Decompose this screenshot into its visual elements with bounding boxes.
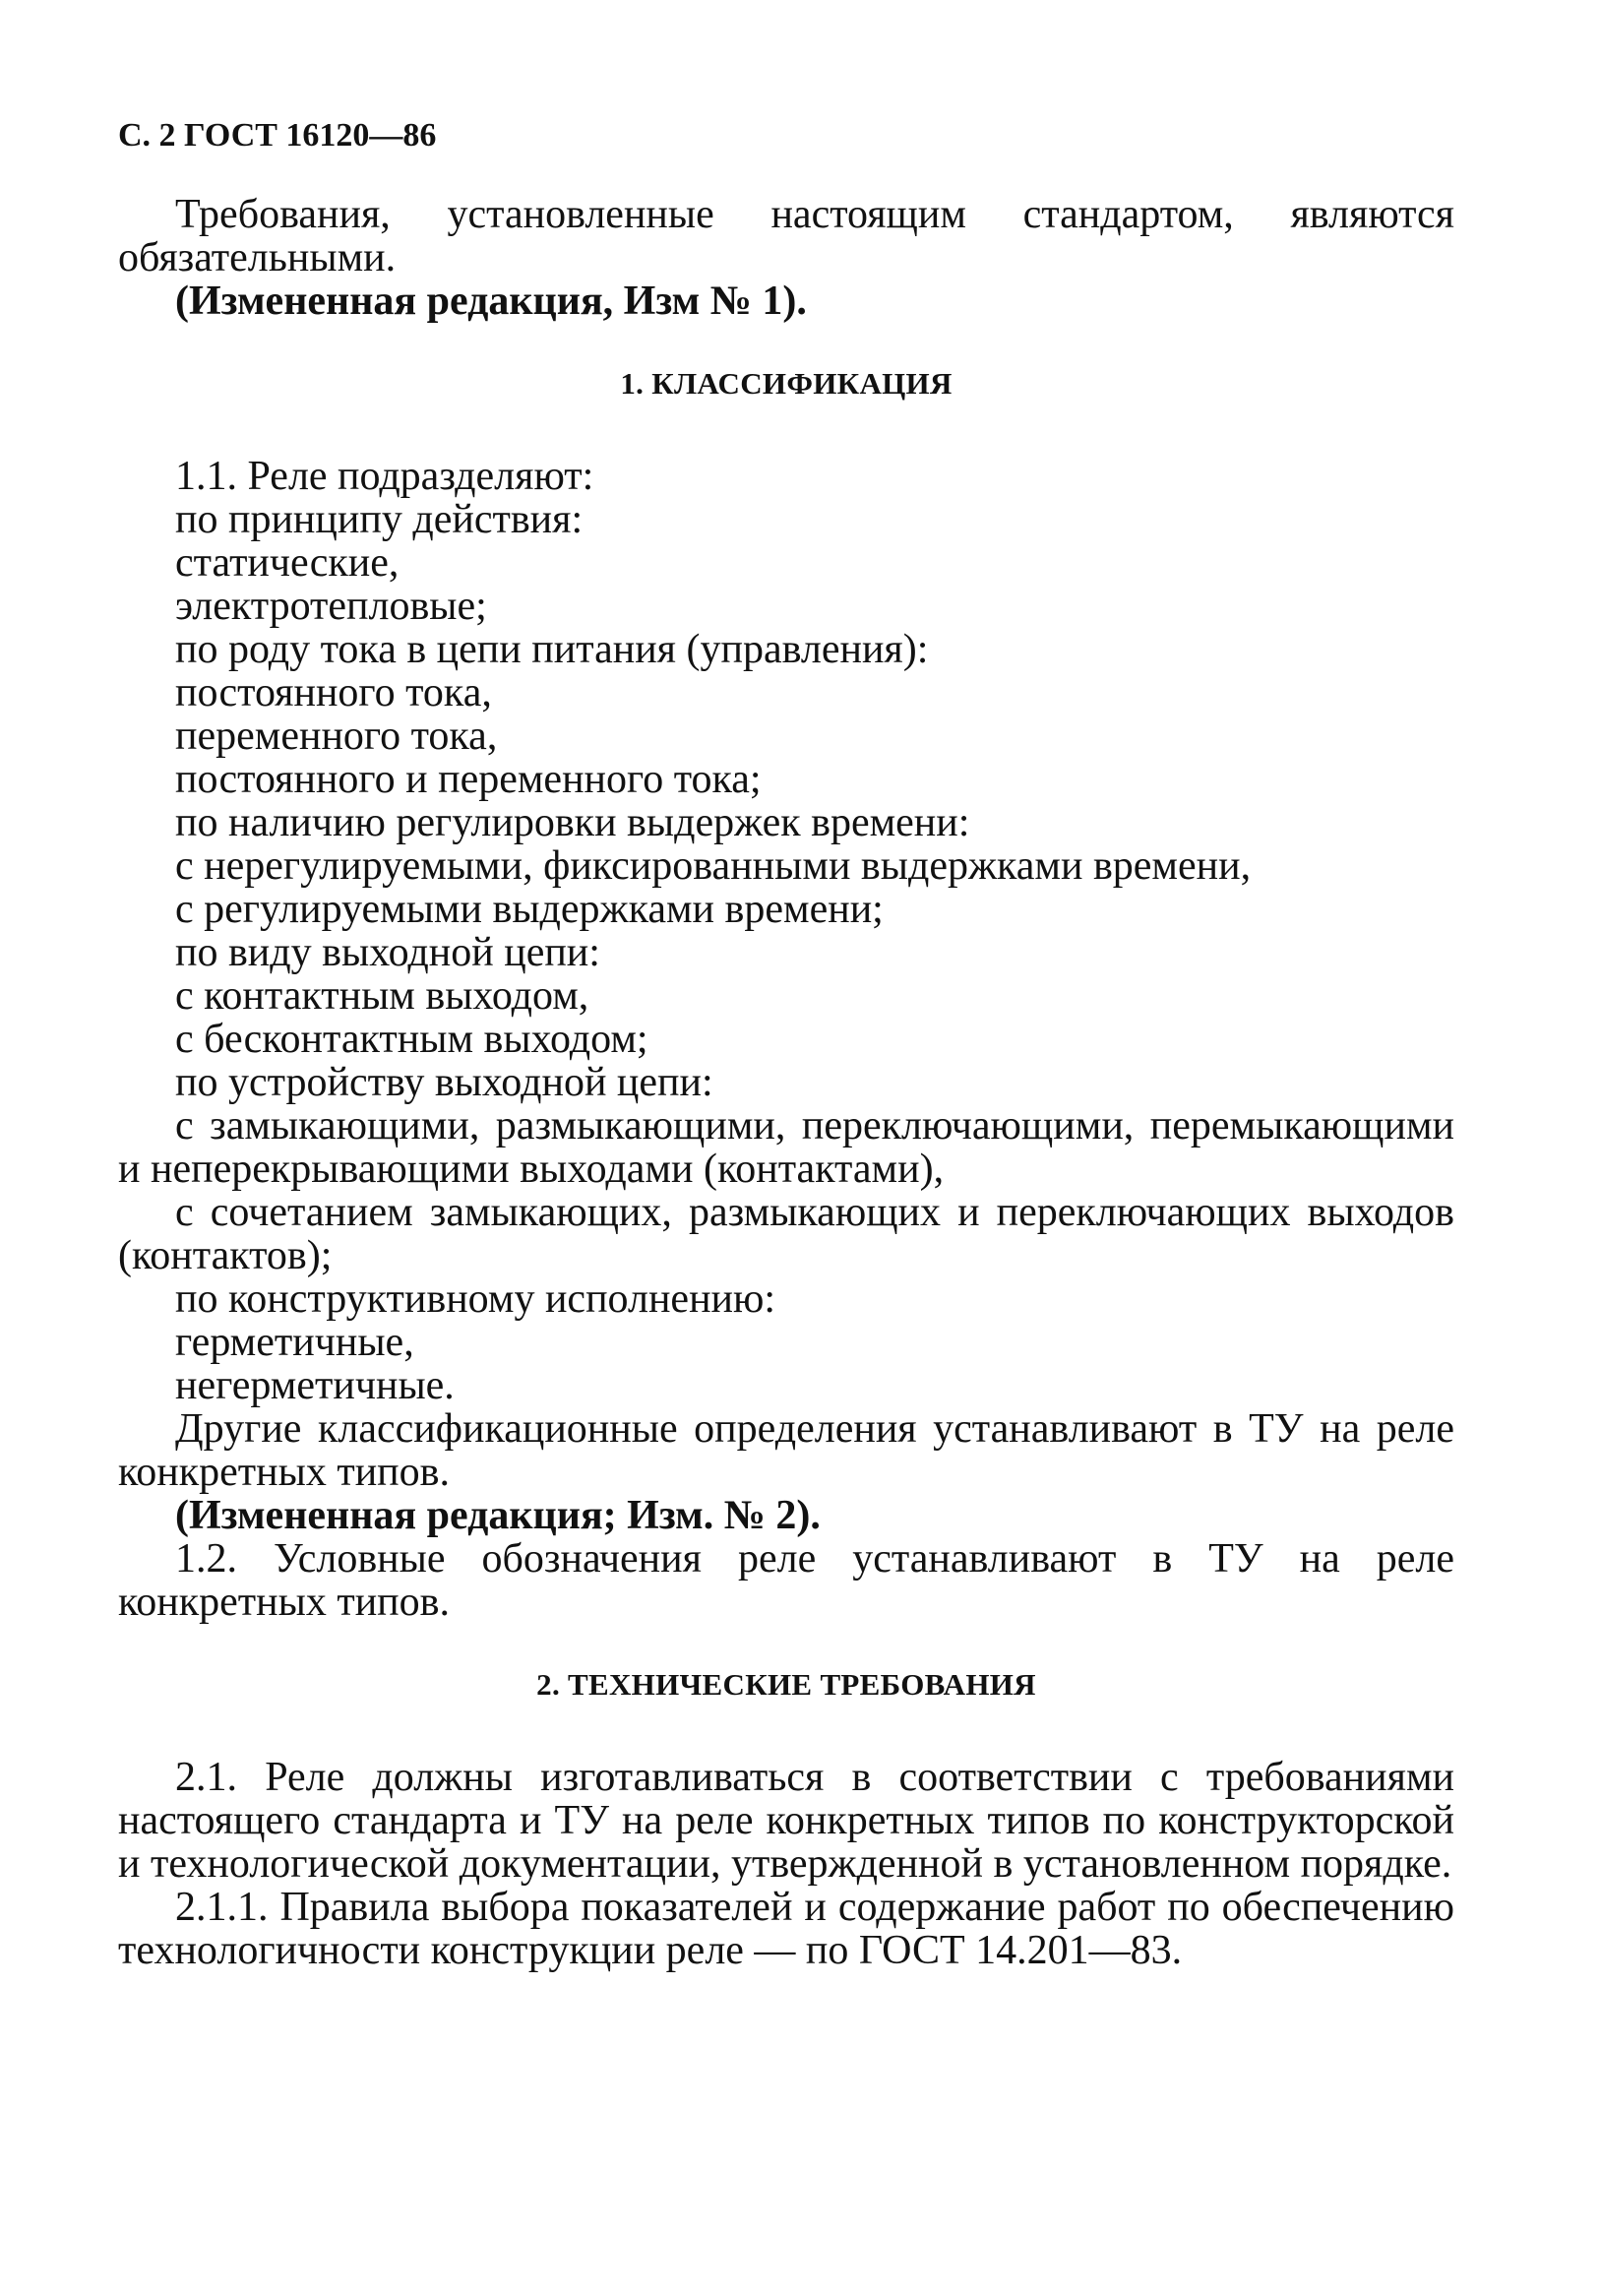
list-item: статические, xyxy=(175,540,400,586)
list-item: герметичные, xyxy=(175,1320,414,1365)
list-item: постоянного и переменного тока; xyxy=(175,757,762,802)
page-header: С. 2 ГОСТ 16120—86 xyxy=(118,117,437,154)
clause-1-2: 1.2. Условные обозначения реле устанавливают в ТУ на реле конкретных типов. xyxy=(118,1536,1454,1625)
list-item-combination: с сочетанием замыкающих, размыкающих и переключающих выходов (контактов); xyxy=(118,1190,1454,1278)
list-item-outputs: с замыкающими, размыкающими, переключающими, перемыкающими и неперекрывающими выходами (контактами), xyxy=(118,1103,1454,1192)
list-item: с нерегулируемыми, фиксированными выдержками времени, xyxy=(175,843,1252,889)
other-classification-paragraph: Другие классификационные определения устанавливают в ТУ на реле конкретных типов. xyxy=(118,1406,1454,1495)
list-item: по наличию регулировки выдержек времени: xyxy=(175,800,970,845)
amendment-note-2: (Измененная редакция; Изм. № 2). xyxy=(175,1493,821,1538)
intro-paragraph: Требования, установленные настоящим стандартом, являются обязательными. xyxy=(118,192,1454,280)
clause-2-1: 2.1. Реле должны изготавливаться в соответствии с требованиями настоящего стандарта и ТУ на реле конкретных типов по конструкторской и технологической документации, утвержденной в установленном порядке. xyxy=(118,1755,1454,1887)
list-item: негерметичные. xyxy=(175,1363,455,1408)
list-item: постоянного тока, xyxy=(175,670,492,715)
list-item: с контактным выходом, xyxy=(175,973,589,1019)
list-item: электротепловые; xyxy=(175,584,487,629)
list-item: по принципу действия: xyxy=(175,497,584,542)
list-item: переменного тока, xyxy=(175,714,498,759)
clause-2-1-1: 2.1.1. Правила выбора показателей и содержание работ по обеспечению технологичности конструкции реле — по ГОСТ 14.201—83. xyxy=(118,1885,1454,1973)
list-item: по виду выходной цепи: xyxy=(175,930,600,975)
list-item: по роду тока в цепи питания (управления): xyxy=(175,627,929,672)
list-item: по конструктивному исполнению: xyxy=(175,1276,776,1322)
list-item: по устройству выходной цепи: xyxy=(175,1060,713,1105)
amendment-note-1: (Измененная редакция, Изм № 1). xyxy=(175,279,807,324)
section-heading-classification: 1. КЛАССИФИКАЦИЯ xyxy=(620,366,953,401)
clause-1-1: 1.1. Реле подразделяют: xyxy=(175,454,594,499)
section-heading-technical-requirements: 2. ТЕХНИЧЕСКИЕ ТРЕБОВАНИЯ xyxy=(536,1667,1036,1702)
list-item: с бесконтактным выходом; xyxy=(175,1017,648,1062)
document-page xyxy=(118,116,1454,1972)
list-item: с регулируемыми выдержками времени; xyxy=(175,887,884,932)
